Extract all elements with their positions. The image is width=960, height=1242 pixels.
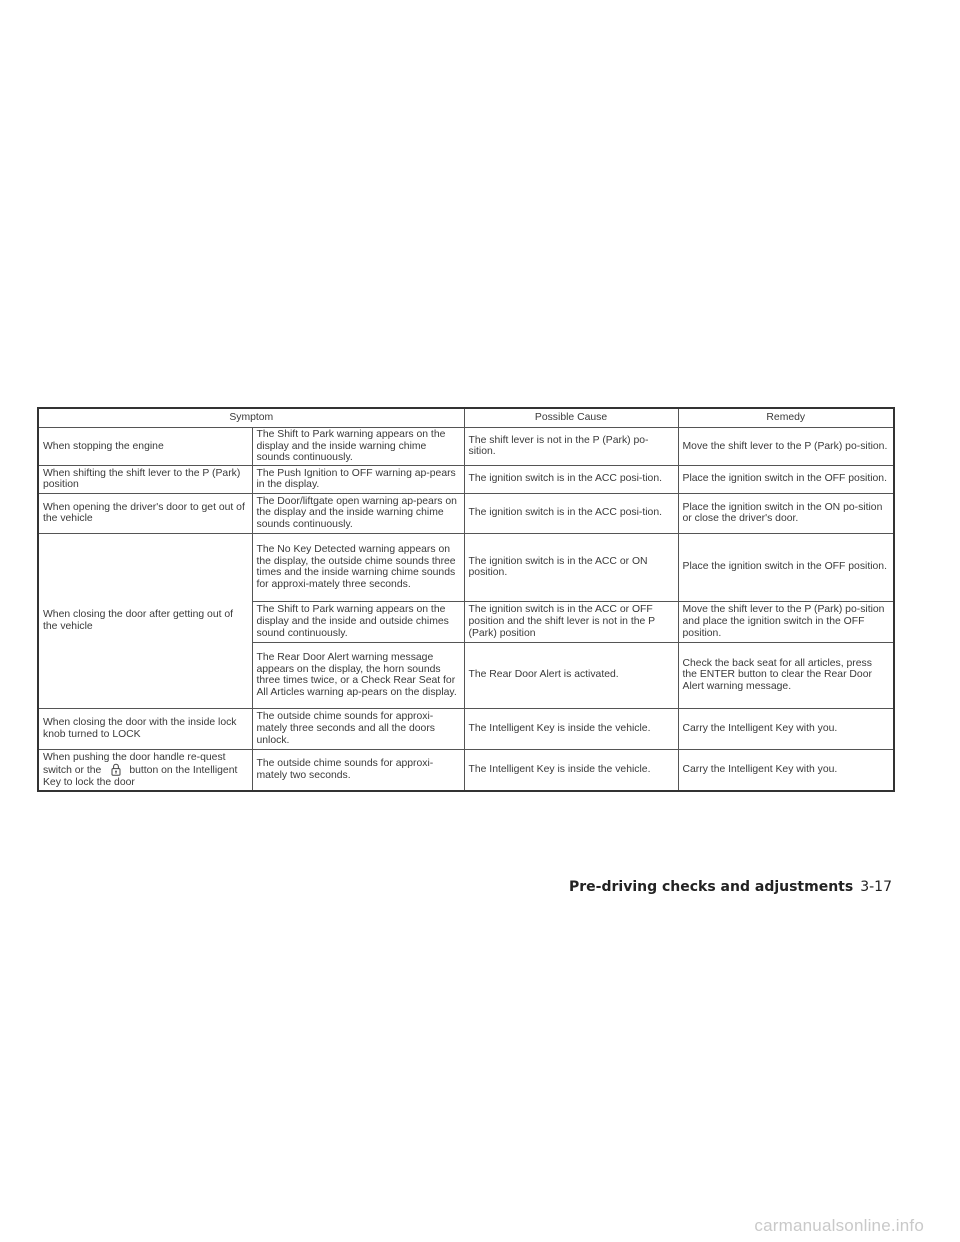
display-cell: The outside chime sounds for approxi-mately two seconds. [252,749,464,791]
page-number: 3-17 [860,879,892,895]
table-row [38,493,894,533]
warning-chime-table-container [37,407,893,792]
table-row [38,465,894,493]
header-remedy: Remedy [678,408,894,428]
cause-cell: The shift lever is not in the P (Park) po-sition. [464,428,678,466]
cause-cell: The Rear Door Alert is activated. [464,642,678,708]
symptom-text-after-icon: button on the Intelligent Key to lock the door [43,765,238,788]
cause-cell: The ignition switch is in the ACC posi-tion. [464,465,678,493]
table-row [38,708,894,749]
remedy-cell: Move the shift lever to the P (Park) po-sition. [678,428,894,466]
table-row [38,749,894,791]
remedy-cell: Place the ignition switch in the ON po-sition or close the driver's door. [678,493,894,533]
remedy-cell: Carry the Intelligent Key with you. [678,749,894,791]
symptom-cell: When shifting the shift lever to the P (Park) position [38,465,252,493]
remedy-cell: Place the ignition switch in the OFF position. [678,533,894,601]
display-cell: The Shift to Park warning appears on the display and the inside and outside chimes sound continuously. [252,601,464,642]
section-title: Pre-driving checks and adjustments [569,879,854,895]
header-possible-cause: Possible Cause [464,408,678,428]
table-header-row [38,408,894,428]
remedy-cell: Place the ignition switch in the OFF position. [678,465,894,493]
symptom-cell: When closing the door with the inside lock knob turned to LOCK [38,708,252,749]
warning-chime-table [37,407,895,792]
remedy-cell: Check the back seat for all articles, press the ENTER button to clear the Rear Door Alert warning message. [678,642,894,708]
cause-cell: The ignition switch is in the ACC or OFF position and the shift lever is not in the P (Park) position [464,601,678,642]
symptom-cell [38,749,252,791]
table-row [38,428,894,466]
header-symptom: Symptom [38,408,464,428]
cause-cell: The Intelligent Key is inside the vehicle. [464,708,678,749]
display-cell: The Push Ignition to OFF warning ap-pears in the display. [252,465,464,493]
display-cell: The No Key Detected warning appears on the display, the outside chime sounds three times and the inside warning chime sounds for approxi-mately three seconds. [252,533,464,601]
cause-cell: The ignition switch is in the ACC posi-tion. [464,493,678,533]
symptom-text-before-icon: When pushing the door handle re-quest switch or the [43,751,226,777]
cause-cell: The Intelligent Key is inside the vehicle. [464,749,678,791]
symptom-cell: When closing the door after getting out of the vehicle [38,533,252,708]
display-cell: The outside chime sounds for approxi-mately three seconds and all the doors unlock. [252,708,464,749]
display-cell: The Door/liftgate open warning ap-pears on the display and the inside warning chime sounds continuously. [252,493,464,533]
page-footer [569,876,892,895]
remedy-cell: Move the shift lever to the P (Park) po-sition and place the ignition switch in the OFF position. [678,601,894,642]
display-cell: The Shift to Park warning appears on the display and the inside warning chime sounds continuously. [252,428,464,466]
cause-cell: The ignition switch is in the ACC or ON position. [464,533,678,601]
table-row [38,533,894,601]
watermark-text: carmanualsonline.info [754,1216,924,1235]
symptom-cell: When stopping the engine [38,428,252,466]
lock-icon [111,763,121,776]
display-cell: The Rear Door Alert warning message appears on the display, the horn sounds three times twice, or a Check Rear Seat for All Articles warning ap-pears on the display. [252,642,464,708]
remedy-cell: Carry the Intelligent Key with you. [678,708,894,749]
symptom-cell: When opening the driver's door to get out of the vehicle [38,493,252,533]
